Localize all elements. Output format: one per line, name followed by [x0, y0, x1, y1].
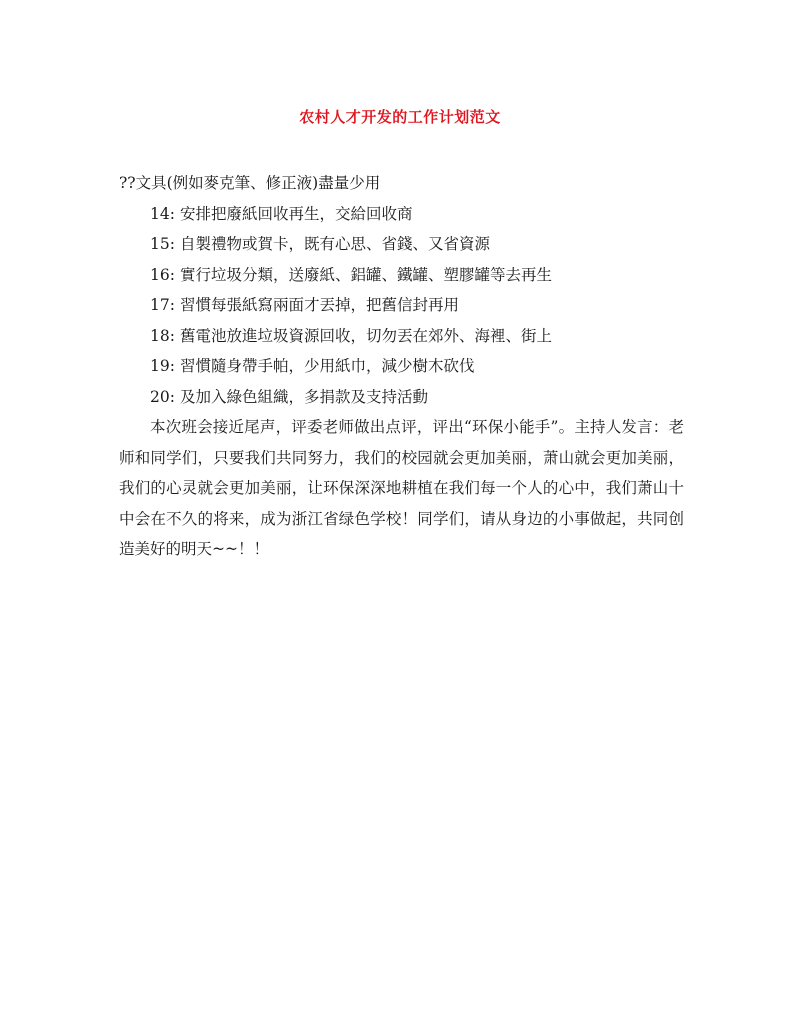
- document-title: 农村人才开发的工作计划范文: [299, 108, 501, 126]
- item-number: 16:: [150, 265, 175, 284]
- item-text: 舊電池放進垃圾資源回收，切勿丟在郊外、海裡、街上: [180, 326, 553, 345]
- item-number: 14:: [150, 204, 175, 223]
- closing-paragraph: 本次班会接近尾声，评委老师做出点评，评出“环保小能手”。主持人发言：老师和同学们，只要我们共同努力，我们的校园就会更加美丽，萧山就会更加美丽，我们的心灵就会更加美丽，让环保深深地耕植在我们每一个人的心中，我们萧山十中会在不久的将来，成为浙江省绿色学校！同学们，请从身边的小事做起，共同创造美好的明天~~！！: [119, 418, 684, 558]
- item-number: 17:: [150, 296, 175, 314]
- intro-line: ??文具(例如麥克筆、修正液)盡量少用: [119, 174, 381, 192]
- item-number: 15:: [150, 235, 175, 253]
- item-number: 18:: [150, 326, 175, 345]
- list-item: [119, 351, 684, 382]
- list-item: [119, 260, 684, 291]
- document-body: [119, 168, 684, 565]
- list-item: [119, 382, 684, 413]
- list-item: [119, 199, 684, 230]
- item-text: 及加入綠色組織，多捐款及支持活動: [180, 387, 429, 406]
- tips-list: [119, 199, 684, 413]
- item-number: 19:: [150, 357, 175, 375]
- list-item: [119, 321, 684, 352]
- list-item: [119, 229, 684, 260]
- item-text: 習慣每張紙寫兩面才丟掉，把舊信封再用: [180, 296, 460, 314]
- item-text: 習慣隨身帶手帕，少用紙巾，減少樹木砍伐: [180, 357, 475, 375]
- item-number: 20:: [150, 387, 175, 406]
- item-text: 自製禮物或賀卡，既有心思、省錢、又省資源: [180, 235, 491, 253]
- list-item: [119, 290, 684, 321]
- item-text: 安排把廢紙回收再生，交給回收商: [180, 204, 413, 223]
- item-text: 實行垃圾分類，送廢紙、鋁罐、鐵罐、塑膠罐等去再生: [180, 265, 553, 284]
